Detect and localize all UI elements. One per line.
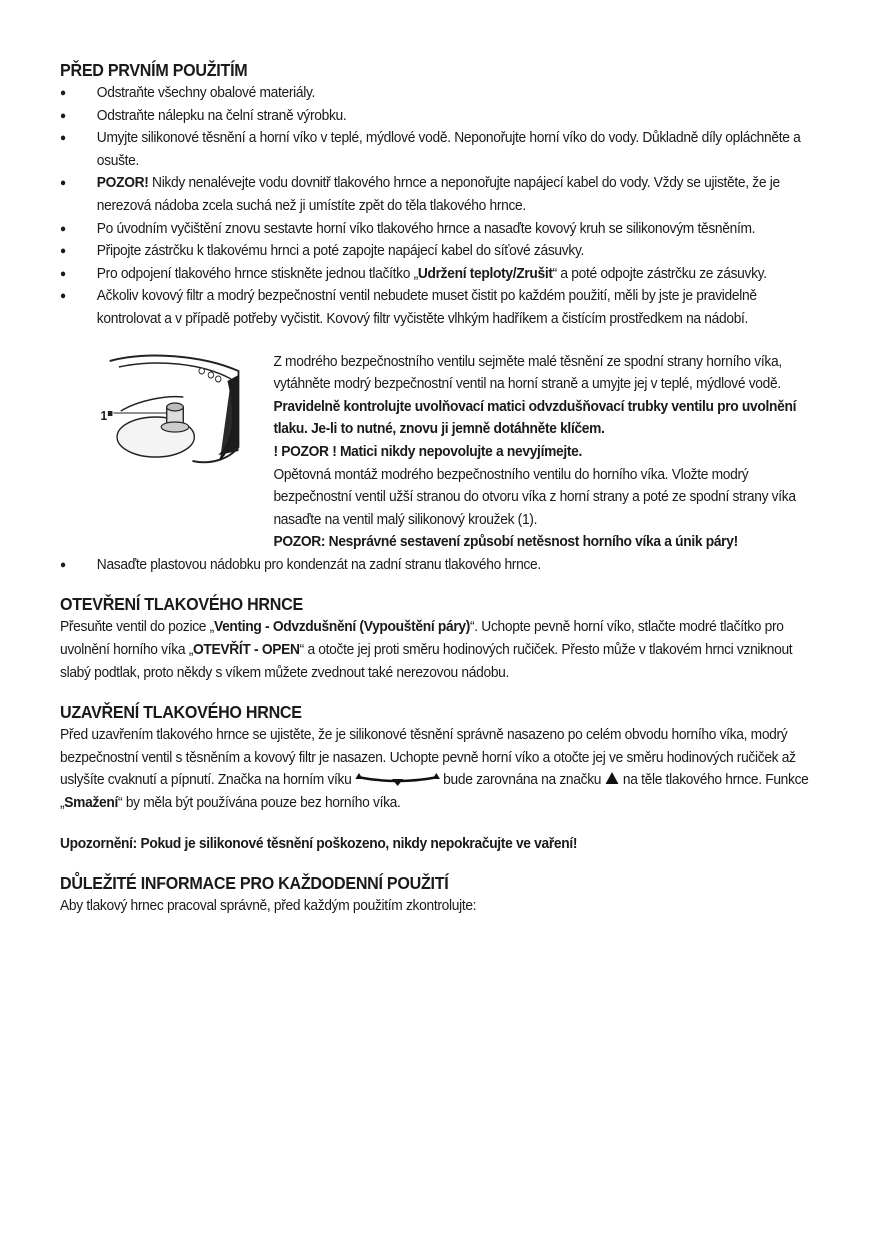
list-item: ● Umyjte silikonové těsnění a horní víko v teplé, mýdlové vodě. Neponořujte horní víko do vody. Důkladně díly opláchněte a osušte. [60,127,820,172]
lid-valve-illustration [100,351,247,469]
valve-warning: ! POZOR ! Matici nikdy nepovolujte a nevyjímejte. [273,442,583,460]
heading-opening: OTEVŘENÍ TLAKOVÉHO HRNCE [60,594,303,615]
list-item: ● Ačkoliv kovový filtr a modrý bezpečnostní ventil nebudete muset čistit po každém použití, měli by jste je pravidelně kontrolovat a v případě potřeby vyčistit. Kovový filtr vyčistěte vlhkým hadříkem a čistícím prostředkem na nádobí. [60,285,820,330]
heading-first-use: PŘED PRVNÍM POUŽITÍM [60,60,248,80]
list-item: ● Pro odpojení tlakového hrnce stiskněte jednou tlačítko „Udržení teploty/Zrušit“ a poté odpojte zástrčku ze zásuvky. [60,263,820,286]
list-item: ● Odstraňte nálepku na čelní straně výrobku. [60,105,820,128]
valve-instructions: Z modrého bezpečnostního ventilu sejměte malé těsnění ze spodní strany horního víka, vytáhněte modrý bezpečnostní ventil na horní straně a umyjte jej v teplé, mýdlové vodě. Pravidelně kontrolujte uvolňovací matici odvzdušňovací trubky ventilu pro uvolnění tlaku. Je-li to nutné, znovu ji jemně dotáhněte klíčem. ! POZOR ! Matici nikdy nepovolujte a nevyjímejte. Opětovná montáž modrého bezpečnostního ventilu do horního víka. Vložte modrý bezpečnostní ventil užší stranou do otvoru víka z horní strany a poté ze spodní strany víka nasaďte na ventil malý silikonový kroužek (1). POZOR: Nesprávné sestavení způsobí netěsnost horního víka a únik páry! [273,352,797,551]
section-opening: OTEVŘENÍ TLAKOVÉHO HRNCE Přesuňte ventil do pozice „Venting - Odvzdušnění (Vypouštění páry)“. Uchopte pevně horní víko, stlačte modré tlačítko pro uvolnění horního víka „OTEVŘÍT - OPEN“ a otočte jej proti směru hodinových ručiček. Přesto může v tlakovém hrnci vzniknout slabý podtlak, proto někdy s víkem můžete zvednout také nerezovou nádobu. [60,592,820,684]
list-item: ● Nasaďte plastovou nádobku pro kondenzát na zadní stranu tlakového hrnce. [60,554,820,577]
list-item: ● Po úvodním vyčištění znovu sestavte horní víko tlakového hrnce a nasaďte kovový kruh se silikonovým těsněním. [60,218,820,241]
lid-alignment-mark-icon [355,771,440,787]
body-triangle-mark-icon [605,771,620,785]
valve-figure [60,351,273,554]
list-item: ● POZOR! Nikdy nenalévejte vodu dovnitř tlakového hrnce a neponořujte napájecí kabel do vody. Vždy se ujistěte, že je nerezová nádoba zcela suchá než ji umístíte zpět do těla tlakového hrnce. [60,172,820,217]
assembly-warning: POZOR: Nesprávné sestavení způsobí netěsnost horního víka a únik páry! [273,533,738,551]
section-closing: UZAVŘENÍ TLAKOVÉHO HRNCE Před uzavřením tlakového hrnce se ujistěte, že je silikonové těsnění správně nasazeno po celém obvodu horního víka, modrý bezpečnostní ventil s těsněním a kovový filtr je nasazen. Uchopte pevně horní víko a otočte jej ve směru hodinových ručiček až uslyšíte cvaknutí a pípnutí. Značka na horním víku bude zarovnána na značku na těle tlakového hrnce. Funkce „Smažení“ by měla být používána pouze bez horního víka. [60,700,820,814]
document-text [60,58,820,918]
figure-callout-label: 1 [100,407,107,423]
list-item: ● Odstraňte všechny obalové materiály. [60,82,820,105]
section-daily-use: DŮLEŽITÉ INFORMACE PRO KAŽDODENNÍ POUŽITÍ Aby tlakový hrnec pracoval správně, před každým použitím zkontrolujte: [60,871,820,918]
valve-figure-row [60,351,820,554]
heading-closing: UZAVŘENÍ TLAKOVÉHO HRNCE [60,702,302,723]
document-page [60,58,820,918]
warning-label: POZOR! [96,174,149,192]
condensate-list [60,554,820,577]
first-use-list [60,82,820,331]
heading-daily-use: DŮLEŽITÉ INFORMACE PRO KAŽDODENNÍ POUŽITÍ [60,873,449,894]
silicone-warning: Upozornění: Pokud je silikonové těsnění poškozeno, nikdy nepokračujte ve vaření! [60,834,578,852]
list-item: ● Připojte zástrčku k tlakovému hrnci a poté zapojte napájecí kabel do síťové zásuvky. [60,240,820,263]
